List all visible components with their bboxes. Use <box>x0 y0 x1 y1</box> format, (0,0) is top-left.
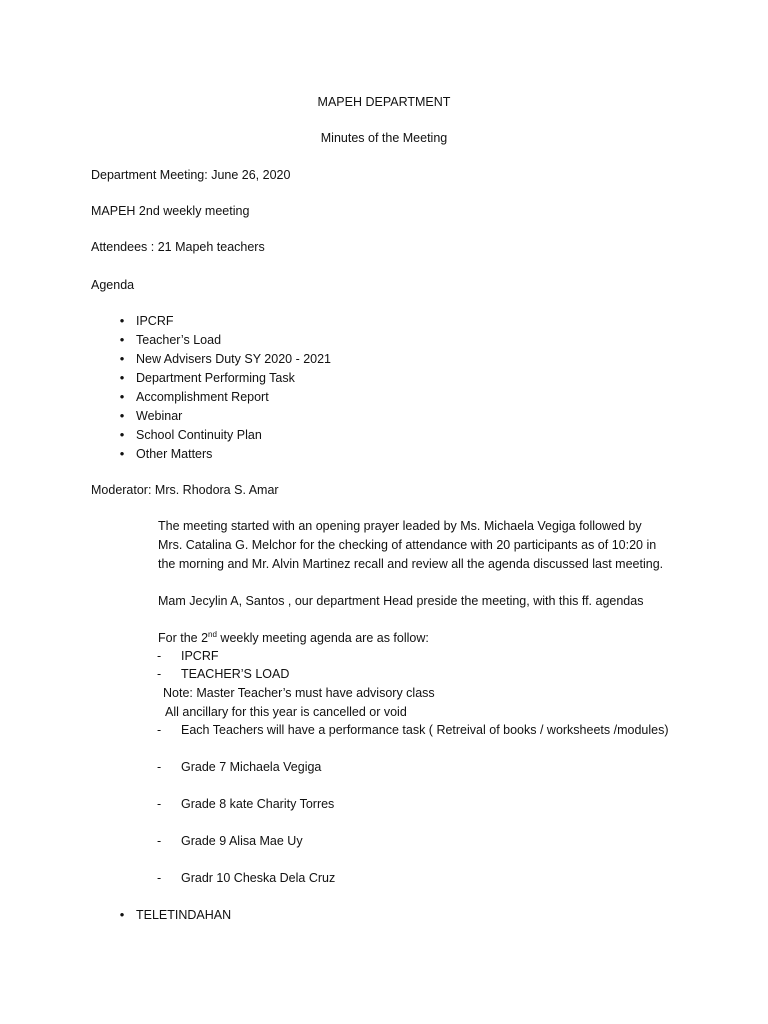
bullet-icon: • <box>119 313 125 328</box>
grade-assignment: Grade 7 Michaela Vegiga <box>181 760 322 774</box>
meeting-type: MAPEH 2nd weekly meeting <box>91 204 250 218</box>
bullet-icon: • <box>119 907 125 922</box>
agenda-item: New Advisers Duty SY 2020 - 2021 <box>136 352 332 366</box>
agenda-heading: Agenda <box>91 278 135 292</box>
performance-task: Each Teachers will have a performance task ( Retreival of books / worksheets /modules) <box>181 723 669 737</box>
bullet-icon: • <box>119 370 125 385</box>
paragraph-line: The meeting started with an opening prayer leaded by Ms. Michaela Vegiga followed by <box>158 519 642 533</box>
dash-marker: - <box>157 834 162 848</box>
note-line: All ancillary for this year is cancelled or void <box>165 705 407 719</box>
bullet-icon: • <box>119 427 125 442</box>
agenda-intro <box>158 630 429 646</box>
subagenda-item: TEACHER’S LOAD <box>181 667 290 681</box>
dash-marker: - <box>157 667 162 681</box>
agenda-item: IPCRF <box>136 314 174 328</box>
paragraph-presiding: Mam Jecylin A, Santos , our department Head preside the meeting, with this ff. agendas <box>158 594 644 608</box>
bullet-icon: • <box>119 389 125 404</box>
agenda-item: Webinar <box>136 409 183 423</box>
moderator: Moderator: Mrs. Rhodora S. Amar <box>91 483 279 497</box>
subagenda-item: IPCRF <box>181 649 219 663</box>
agenda-intro-prefix: For the 2 <box>158 631 209 645</box>
bullet-icon: • <box>119 332 125 347</box>
dash-marker: - <box>157 760 162 774</box>
paragraph-line: Mrs. Catalina G. Melchor for the checking of attendance with 20 participants as of 10:20 in <box>158 538 657 552</box>
agenda-intro-suffix: weekly meeting agenda are as follow: <box>216 631 429 645</box>
dash-marker: - <box>157 649 162 663</box>
dash-marker: - <box>157 797 162 811</box>
agenda-item: Department Performing Task <box>136 371 295 385</box>
dash-marker: - <box>157 723 162 737</box>
meeting-date: Department Meeting: June 26, 2020 <box>91 168 291 182</box>
document-subtitle: Minutes of the Meeting <box>320 131 448 145</box>
attendees: Attendees : 21 Mapeh teachers <box>91 240 265 254</box>
bullet-icon: • <box>119 408 125 423</box>
note-line: Note: Master Teacher’s must have advisory class <box>163 686 435 700</box>
dash-marker: - <box>157 871 162 885</box>
grade-assignment: Gradr 10 Cheska Dela Cruz <box>181 871 336 885</box>
paragraph-line: the morning and Mr. Alvin Martinez recall and review all the agenda discussed last meeting. <box>158 557 664 571</box>
bullet-icon: • <box>119 446 125 461</box>
bullet-icon: • <box>119 351 125 366</box>
final-bullet-item: TELETINDAHAN <box>136 908 232 922</box>
agenda-item: Other Matters <box>136 447 213 461</box>
agenda-item: School Continuity Plan <box>136 428 262 442</box>
document-title: MAPEH DEPARTMENT <box>317 95 451 109</box>
agenda-item: Accomplishment Report <box>136 390 269 404</box>
grade-assignment: Grade 9 Alisa Mae Uy <box>181 834 303 848</box>
agenda-item: Teacher’s Load <box>136 333 222 347</box>
grade-assignment: Grade 8 kate Charity Torres <box>181 797 335 811</box>
ordinal-superscript: nd <box>208 630 217 639</box>
